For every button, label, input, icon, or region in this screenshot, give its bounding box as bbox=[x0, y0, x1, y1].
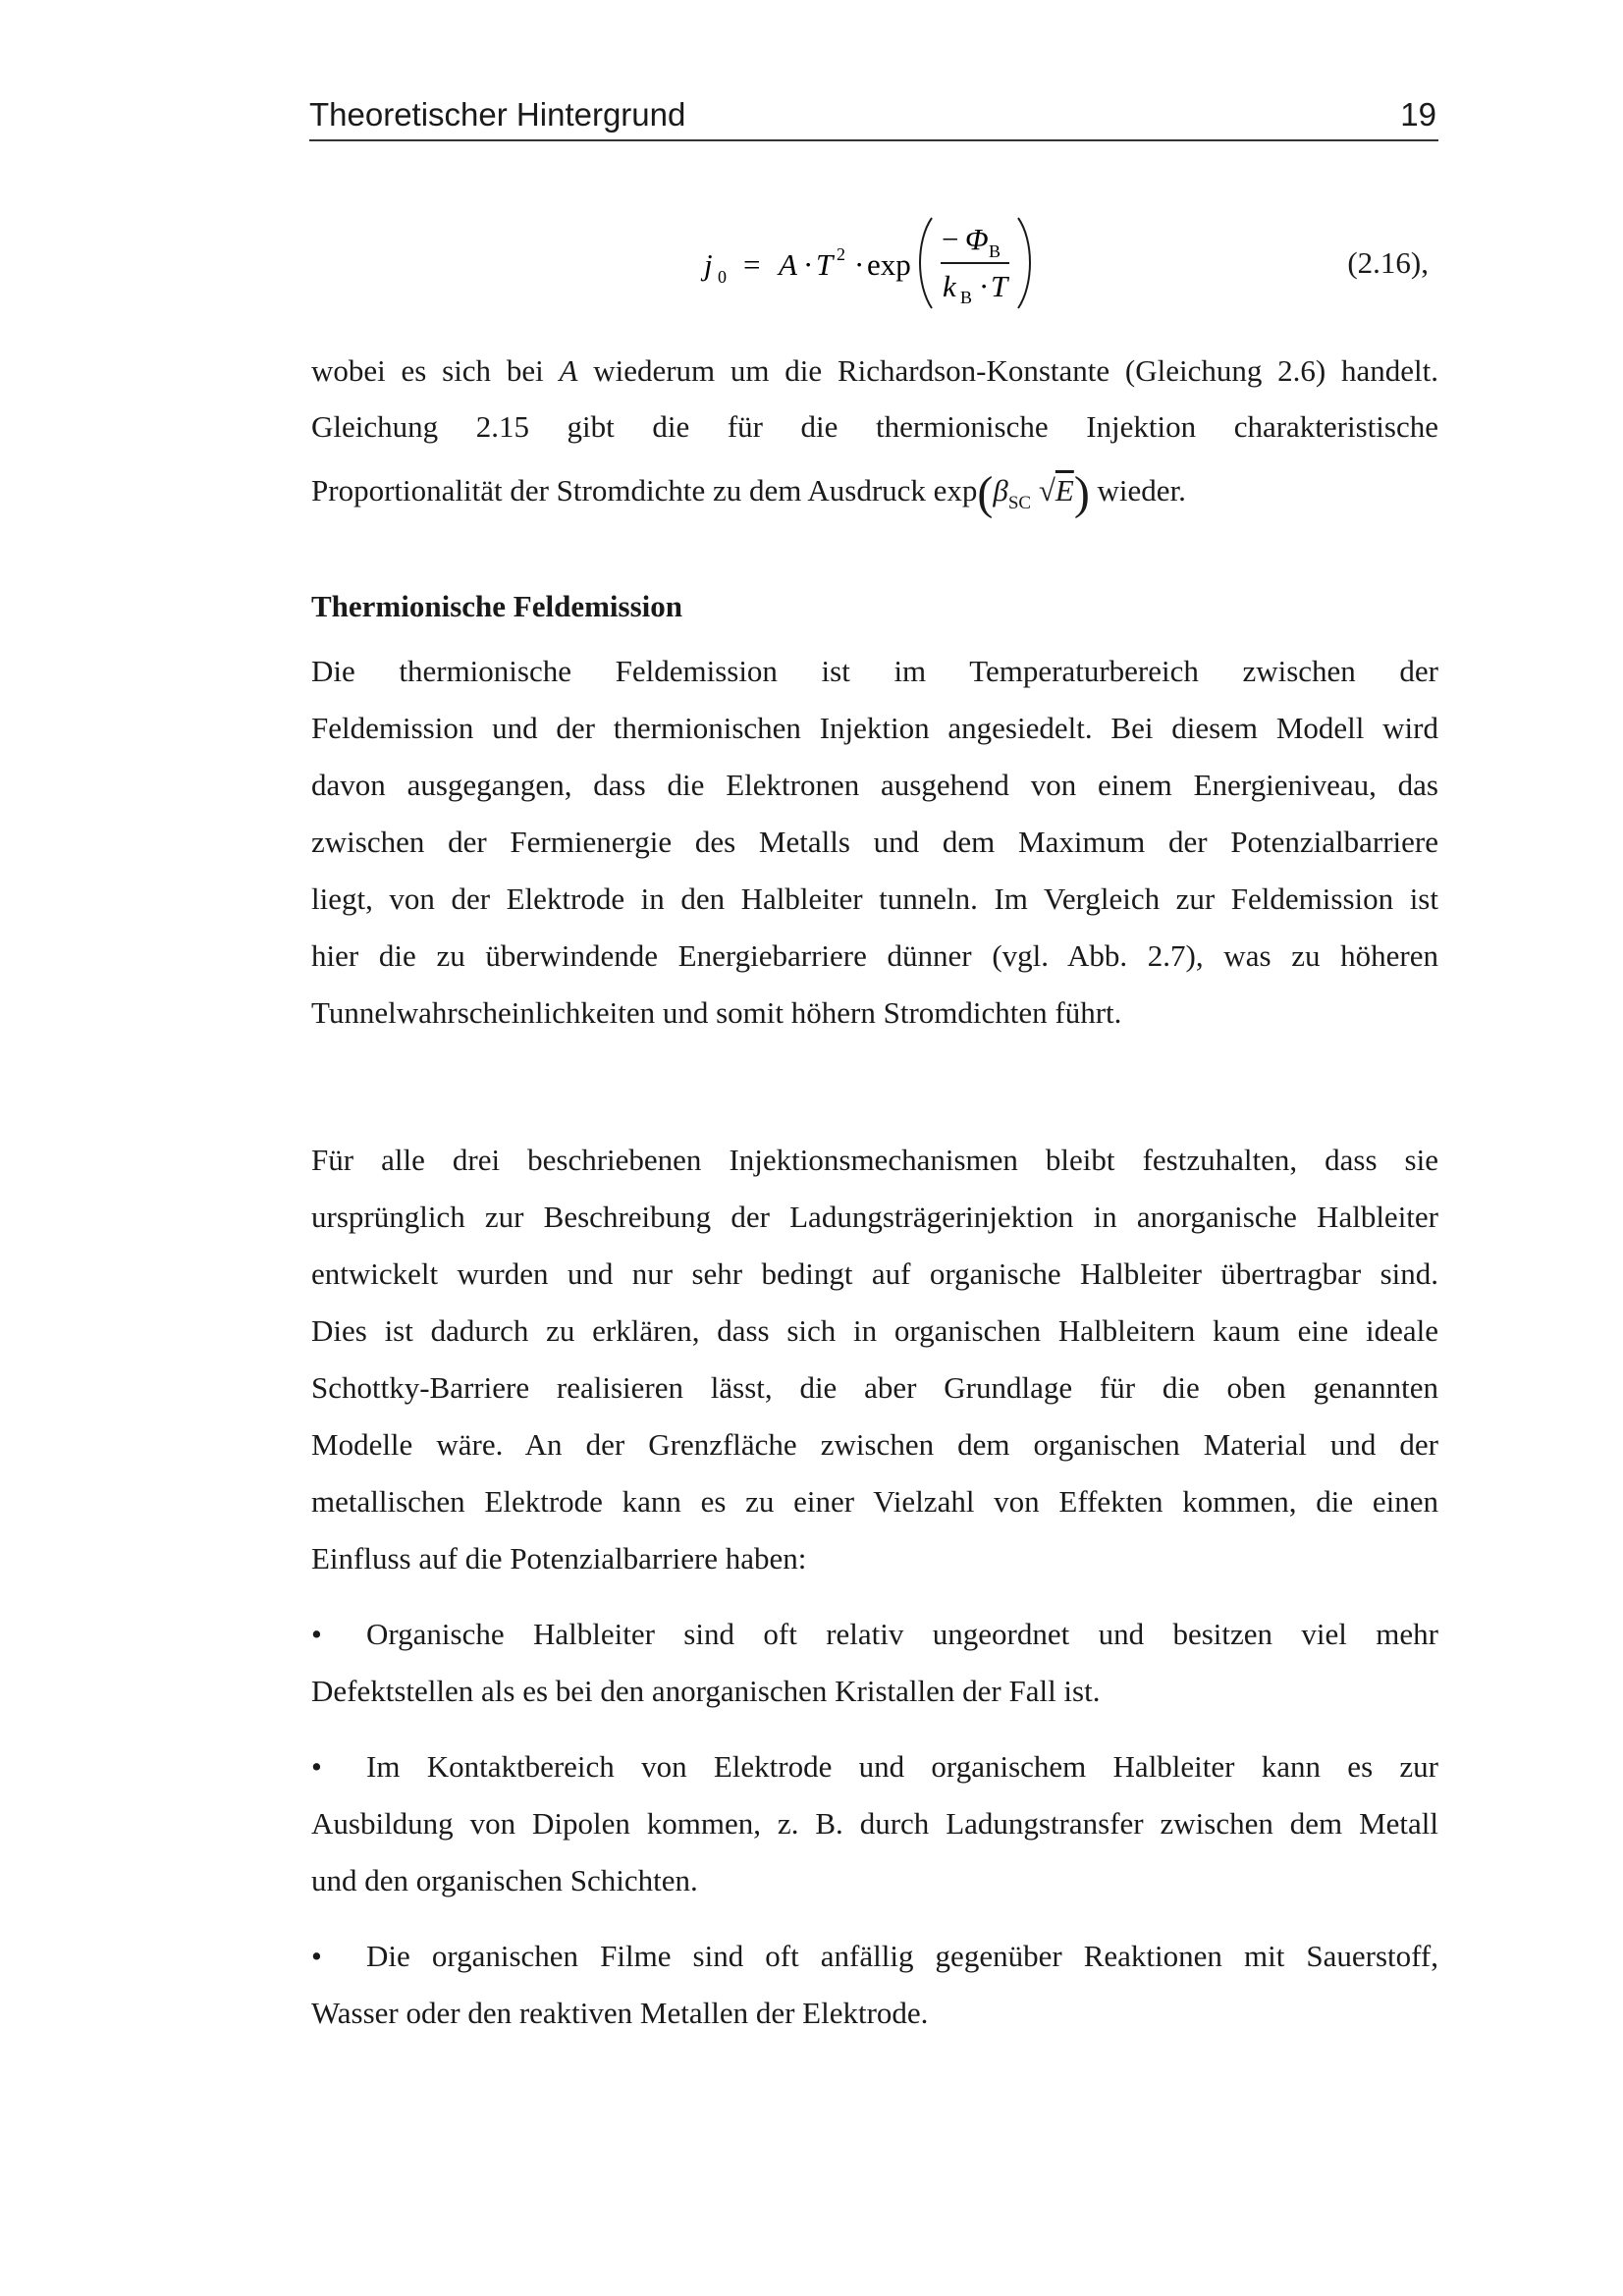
section-line-6: hier die zu überwindende Energiebarriere dünner (vgl. Abb. 2.7), was zu höheren bbox=[311, 938, 1438, 973]
equation-barrier-height: Φ bbox=[965, 222, 989, 256]
bullet-1-line-2: Defektstellen als es bei den anorganischen Kristallen der Fall ist. bbox=[311, 1674, 1101, 1708]
equation-boltzmann-constant: k bbox=[943, 269, 956, 303]
section-line-2: Feldemission und der thermionischen Injektion angesiedelt. Bei diesem Modell wird bbox=[311, 711, 1438, 745]
inline-left-paren: ( bbox=[977, 467, 994, 519]
page-number: 19 bbox=[1400, 96, 1436, 133]
paragraph-2-line-5: Schottky-Barriere realisieren lässt, die aber Grundlage für die oben genannten bbox=[311, 1370, 1438, 1405]
equation-equal-sign: = bbox=[743, 247, 761, 282]
equation-left-paren bbox=[920, 218, 932, 308]
paragraph-2-line-6: Modelle wäre. An der Grenzfläche zwischen dem organischen Material und der bbox=[311, 1427, 1438, 1462]
bullet-marker: • bbox=[311, 1617, 322, 1651]
section-line-4: zwischen der Fermienergie des Metalls und dem Maximum der Potenzialbarriere bbox=[311, 825, 1438, 859]
section-line-1: Die thermionische Feldemission ist im Temperaturbereich zwischen der bbox=[311, 654, 1438, 688]
inline-field: E bbox=[1055, 473, 1074, 507]
section-line-3: davon ausgegangen, dass die Elektronen ausgehend von einem Energieniveau, das bbox=[311, 768, 1438, 802]
bullet-3-line-1: • Die organischen Filme sind oft anfällig gegenüber Reaktionen mit Sauerstoff, bbox=[311, 1939, 1438, 1973]
paragraph-2-line-7: metallischen Elektrode kann es zu einer Vielzahl von Effekten kommen, die einen bbox=[311, 1484, 1438, 1519]
equation-2-16 bbox=[702, 206, 1429, 324]
equation-right-paren bbox=[1018, 218, 1030, 308]
bullet-2-line-2: Ausbildung von Dipolen kommen, z. B. durch Ladungstransfer zwischen dem Metall bbox=[311, 1806, 1438, 1841]
paragraph-2-line-8: Einfluss auf die Potenzialbarriere haben: bbox=[311, 1541, 807, 1575]
bullet-3-line-2: Wasser oder den reaktiven Metallen der Elektrode. bbox=[311, 1996, 929, 2030]
equation-boltzmann-subscript: B bbox=[960, 288, 973, 307]
equation-barrier-subscript: B bbox=[989, 241, 1001, 261]
paragraph-1-line-3: Proportionalität der Stromdichte zu dem Ausdruck $\exp(\beta_{SC}$ √E) wieder. bbox=[311, 467, 1186, 519]
section-line-5: liegt, von der Elektrode in den Halbleiter tunneln. Im Vergleich zur Feldemission ist bbox=[311, 881, 1438, 916]
inline-exp: exp bbox=[933, 473, 978, 507]
paragraph-2-line-4: Dies ist dadurch zu erklären, dass sich in organischen Halbleitern kaum eine ideale bbox=[311, 1313, 1438, 1348]
paragraph-2-line-2: ursprünglich zur Beschreibung der Ladungsträgerinjektion in anorganische Halbleiter bbox=[311, 1200, 1438, 1234]
bullet-2-line-1: • Im Kontaktbereich von Elektrode und organischem Halbleiter kann es zur bbox=[311, 1749, 1438, 1784]
equation-lhs-subscript: 0 bbox=[718, 267, 727, 287]
equation-formula bbox=[702, 206, 1055, 324]
section-line-7: Tunnelwahrscheinlichkeiten und somit höhern Stromdichten führt. bbox=[311, 995, 1122, 1030]
bullet-2-line-3: und den organischen Schichten. bbox=[311, 1863, 698, 1897]
bullet-1-line-1: • Organische Halbleiter sind oft relativ ungeordnet und besitzen viel mehr bbox=[311, 1617, 1438, 1651]
running-header-title: Theoretischer Hintergrund bbox=[309, 96, 686, 133]
bullet-marker: • bbox=[311, 1939, 322, 1973]
section-heading-thermionic-field-emission: Thermionische Feldemission bbox=[311, 589, 683, 623]
equation-temperature: T bbox=[816, 247, 834, 282]
equation-number: (2.16), bbox=[1347, 245, 1429, 280]
bullet-marker: • bbox=[311, 1749, 322, 1784]
equation-minus: − bbox=[942, 222, 959, 256]
inline-right-paren: ) bbox=[1073, 467, 1090, 519]
equation-dot-2: · bbox=[854, 247, 865, 282]
paragraph-1-line-2: Gleichung 2.15 gibt die für die thermionische Injektion charakteristische bbox=[311, 409, 1438, 444]
equation-dot-3: · bbox=[979, 269, 990, 303]
paragraph-2-line-3: entwickelt wurden und nur sehr bedingt auf organische Halbleiter übertragbar sind. bbox=[311, 1256, 1438, 1291]
inline-beta-subscript: SC bbox=[1007, 493, 1032, 513]
paragraph-2-line-1: Für alle drei beschriebenen Injektionsmechanismen bleibt festzuhalten, dass sie bbox=[311, 1143, 1438, 1177]
equation-denominator-temperature: T bbox=[991, 269, 1008, 303]
equation-richardson-constant: A bbox=[779, 247, 797, 282]
inline-beta: β bbox=[993, 473, 1008, 507]
equation-exp: exp bbox=[867, 247, 911, 282]
equation-lhs: j bbox=[704, 247, 713, 282]
page-header bbox=[309, 94, 1438, 141]
paragraph-1-line-1: wobei es sich bei A wiederum um die Richardson-Konstante (Gleichung 2.6) handelt. bbox=[311, 353, 1438, 388]
inline-variable-A: A bbox=[559, 353, 578, 388]
equation-dot-1: · bbox=[803, 247, 814, 282]
equation-power: 2 bbox=[837, 244, 845, 264]
inline-square-root: √ bbox=[1038, 473, 1055, 507]
